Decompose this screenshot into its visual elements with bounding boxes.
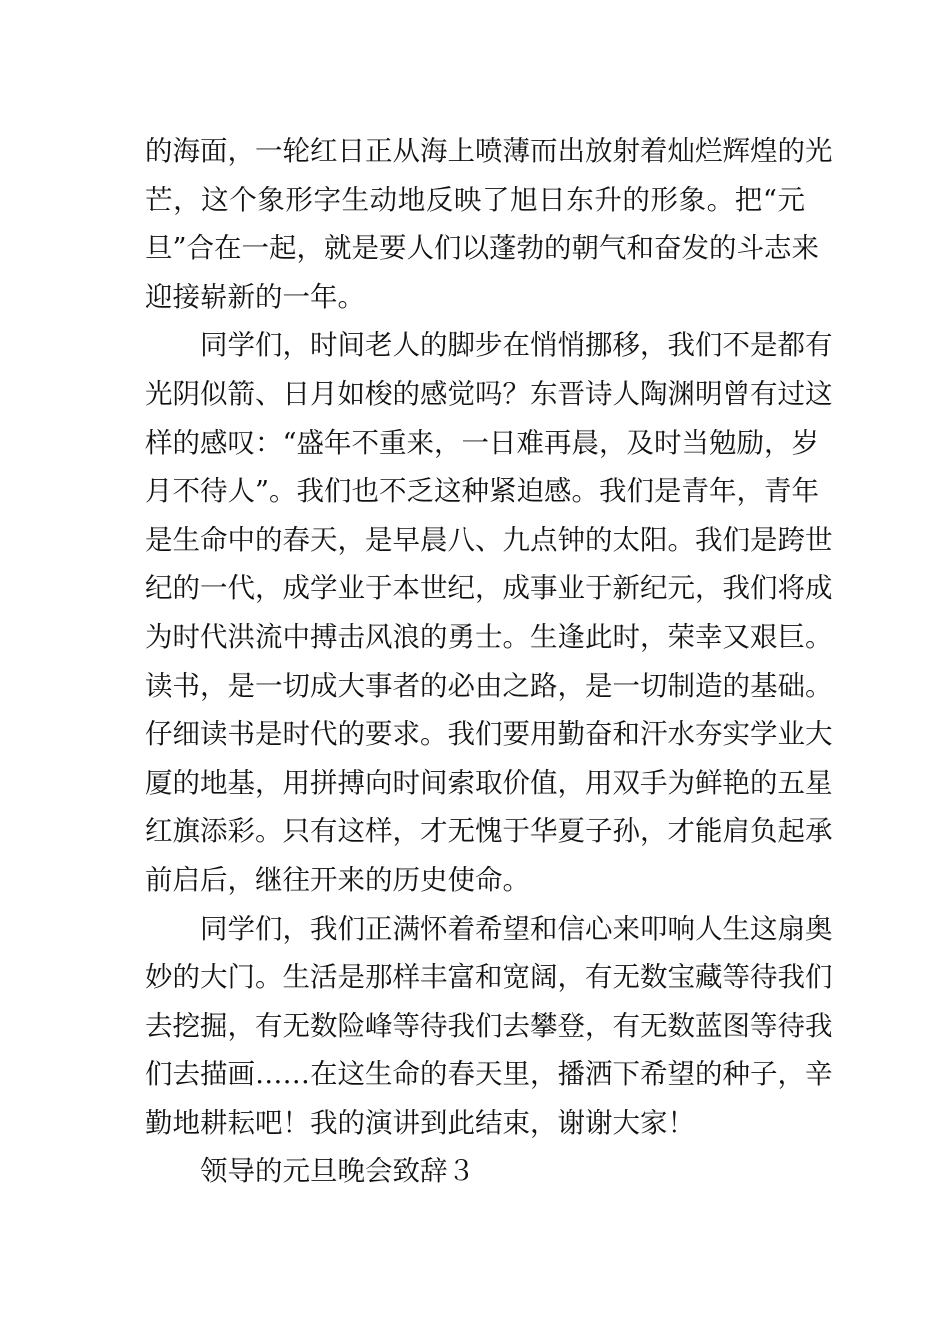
text-line: 前启后，继往开来的历史使命。 xyxy=(145,863,530,896)
text-line: 妙的大门。生活是那样丰富和宽阔，有无数宝藏等待我们 xyxy=(145,961,833,994)
text-line: 旦”合在一起，就是要人们以蓬勃的朝气和奋发的斗志来 xyxy=(145,232,820,265)
text-line: 芒，这个象形字生动地反映了旭日东升的形象。把“元 xyxy=(145,183,805,216)
text-line: 是生命中的春天，是早晨八、九点钟的太阳。我们是跨世 xyxy=(145,523,833,556)
paragraph xyxy=(145,321,833,904)
section-title: 领导的元旦晚会致辞３ xyxy=(200,1155,475,1188)
text-line: 的海面，一轮红日正从海上喷薄而出放射着灿烂辉煌的光 xyxy=(145,135,833,167)
text-line: 为时代洪流中搏击风浪的勇士。生逢此时，荣幸又艰巨。 xyxy=(145,620,833,653)
paragraph xyxy=(145,127,833,321)
text-line: 同学们，我们正满怀着希望和信心来叩响人生这扇奥 xyxy=(200,912,833,945)
text-line: 去挖掘，有无数险峰等待我们去攀登，有无数蓝图等待我 xyxy=(145,1009,833,1042)
text-line: 纪的一代，成学业于本世纪，成事业于新纪元，我们将成 xyxy=(145,572,833,605)
text-line: 仔细读书是时代的要求。我们要用勤奋和汗水夯实学业大 xyxy=(145,718,833,751)
text-line: 们去描画……在这生命的春天里，播洒下希望的种子，辛 xyxy=(145,1058,833,1091)
paragraph xyxy=(145,905,833,1148)
text-line: 迎接崭新的一年。 xyxy=(145,280,365,313)
text-line: 厦的地基，用拼搏向时间索取价值，用双手为鲜艳的五星 xyxy=(145,766,833,799)
document-body xyxy=(145,127,833,1196)
text-line: 红旗添彩。只有这样，才无愧于华夏子孙，才能肩负起承 xyxy=(145,815,833,848)
text-line: 读书，是一切成大事者的必由之路，是一切制造的基础。 xyxy=(145,669,833,702)
text-line: 光阴似箭、日月如梭的感觉吗？东晋诗人陶渊明曾有过这 xyxy=(145,377,833,410)
text-line: 同学们，时间老人的脚步在悄悄挪移，我们不是都有 xyxy=(200,329,833,362)
text-line: 月不待人”。我们也不乏这种紧迫感。我们是青年，青年 xyxy=(145,475,820,508)
text-line: 样的感叹：“盛年不重来，一日难再晨，及时当勉励，岁 xyxy=(145,426,820,459)
text-line: 勤地耕耘吧！我的演讲到此结束，谢谢大家！ xyxy=(145,1106,695,1139)
